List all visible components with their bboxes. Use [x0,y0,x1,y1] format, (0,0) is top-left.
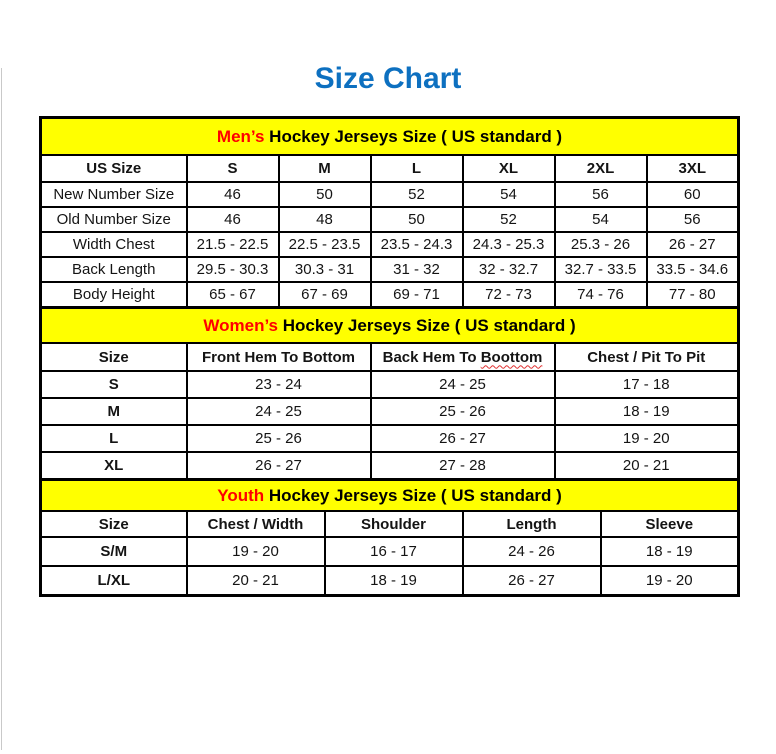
size-value: 31 - 32 [371,257,463,282]
mens-column-header: XL [463,155,555,182]
womens-column-header [371,343,555,371]
size-chart [39,116,737,597]
row-label: S [41,371,187,398]
size-value: 21.5 - 22.5 [187,232,279,257]
youth-column-header: Chest / Width [187,511,325,537]
size-value: 24 - 25 [371,371,555,398]
womens-banner [41,308,739,344]
row-label: Width Chest [41,232,187,257]
size-value: 22.5 - 23.5 [279,232,371,257]
size-value: 25 - 26 [371,398,555,425]
size-value: 32.7 - 33.5 [555,257,647,282]
row-label: S/M [41,537,187,566]
mens-column-header: 3XL [647,155,739,182]
size-value: 65 - 67 [187,282,279,308]
page-edge-line [1,68,2,750]
size-value: 77 - 80 [647,282,739,308]
mens-column-header: US Size [41,155,187,182]
size-value: 56 [555,182,647,207]
youth-column-header: Sleeve [601,511,739,537]
size-value: 74 - 76 [555,282,647,308]
row-label: L [41,425,187,452]
mens-column-header: 2XL [555,155,647,182]
row-label: New Number Size [41,182,187,207]
row-label: Body Height [41,282,187,308]
youth-size-table [39,478,740,597]
row-label: L/XL [41,566,187,596]
size-value: 26 - 27 [371,425,555,452]
size-value: 56 [647,207,739,232]
size-value: 16 - 17 [325,537,463,566]
mens-row-new-number-size [41,182,739,207]
size-value: 50 [371,207,463,232]
size-value: 25.3 - 26 [555,232,647,257]
size-value: 46 [187,182,279,207]
size-value: 25 - 26 [187,425,371,452]
size-value: 24.3 - 25.3 [463,232,555,257]
mens-row-width-chest [41,232,739,257]
size-value: 19 - 20 [187,537,325,566]
size-value: 26 - 27 [647,232,739,257]
youth-row-l-xl [41,566,739,596]
womens-banner-highlight: Women’s [203,315,278,335]
mens-row-back-length [41,257,739,282]
mens-banner [41,118,739,156]
size-value: 20 - 21 [187,566,325,596]
mens-column-header: M [279,155,371,182]
size-value: 19 - 20 [555,425,739,452]
misspelled-word: Boottom [480,348,543,366]
size-value: 60 [647,182,739,207]
page-title: Size Chart [314,62,462,95]
size-value: 46 [187,207,279,232]
size-value: 54 [555,207,647,232]
mens-row-old-number-size [41,207,739,232]
size-value: 29.5 - 30.3 [187,257,279,282]
size-value: 69 - 71 [371,282,463,308]
size-value: 18 - 19 [325,566,463,596]
size-value: 50 [279,182,371,207]
mens-banner-highlight: Men’s [216,126,265,146]
size-value: 54 [463,182,555,207]
youth-banner-text: Hockey Jerseys Size ( US standard ) [264,485,562,505]
row-label: M [41,398,187,425]
size-value: 18 - 19 [555,398,739,425]
size-value: 52 [371,182,463,207]
size-value: 17 - 18 [555,371,739,398]
mens-section [39,116,737,309]
size-value: 48 [279,207,371,232]
mens-banner-text: Hockey Jerseys Size ( US standard ) [264,126,563,146]
size-value: 24 - 26 [463,537,601,566]
womens-row-m [41,398,739,425]
womens-banner-text: Hockey Jerseys Size ( US standard ) [278,315,576,335]
size-value: 26 - 27 [187,452,371,480]
womens-section [39,306,737,481]
row-label: Old Number Size [41,207,187,232]
womens-column-header: Chest / Pit To Pit [555,343,739,371]
mens-column-header: S [187,155,279,182]
womens-column-header: Front Hem To Bottom [187,343,371,371]
size-value: 52 [463,207,555,232]
size-value: 67 - 69 [279,282,371,308]
size-value: 33.5 - 34.6 [647,257,739,282]
size-value: 26 - 27 [463,566,601,596]
womens-row-xl [41,452,739,480]
youth-row-s-m [41,537,739,566]
youth-column-header: Length [463,511,601,537]
size-value: 20 - 21 [555,452,739,480]
size-value: 23.5 - 24.3 [371,232,463,257]
womens-size-table [39,306,740,481]
youth-column-header: Shoulder [325,511,463,537]
size-value: 24 - 25 [187,398,371,425]
womens-column-header: Size [41,343,187,371]
womens-row-l [41,425,739,452]
size-value: 18 - 19 [601,537,739,566]
mens-column-header: L [371,155,463,182]
size-value: 30.3 - 31 [279,257,371,282]
youth-banner [41,480,739,512]
mens-size-table [39,116,740,309]
size-value: 19 - 20 [601,566,739,596]
youth-section [39,478,737,597]
header-text: Back Hem To [382,348,481,366]
size-value: 32 - 32.7 [463,257,555,282]
size-value: 23 - 24 [187,371,371,398]
row-label: Back Length [41,257,187,282]
youth-column-header: Size [41,511,187,537]
size-value: 27 - 28 [371,452,555,480]
row-label: XL [41,452,187,480]
womens-row-s [41,371,739,398]
mens-row-body-height [41,282,739,308]
size-value: 72 - 73 [463,282,555,308]
youth-banner-highlight: Youth [217,485,265,505]
